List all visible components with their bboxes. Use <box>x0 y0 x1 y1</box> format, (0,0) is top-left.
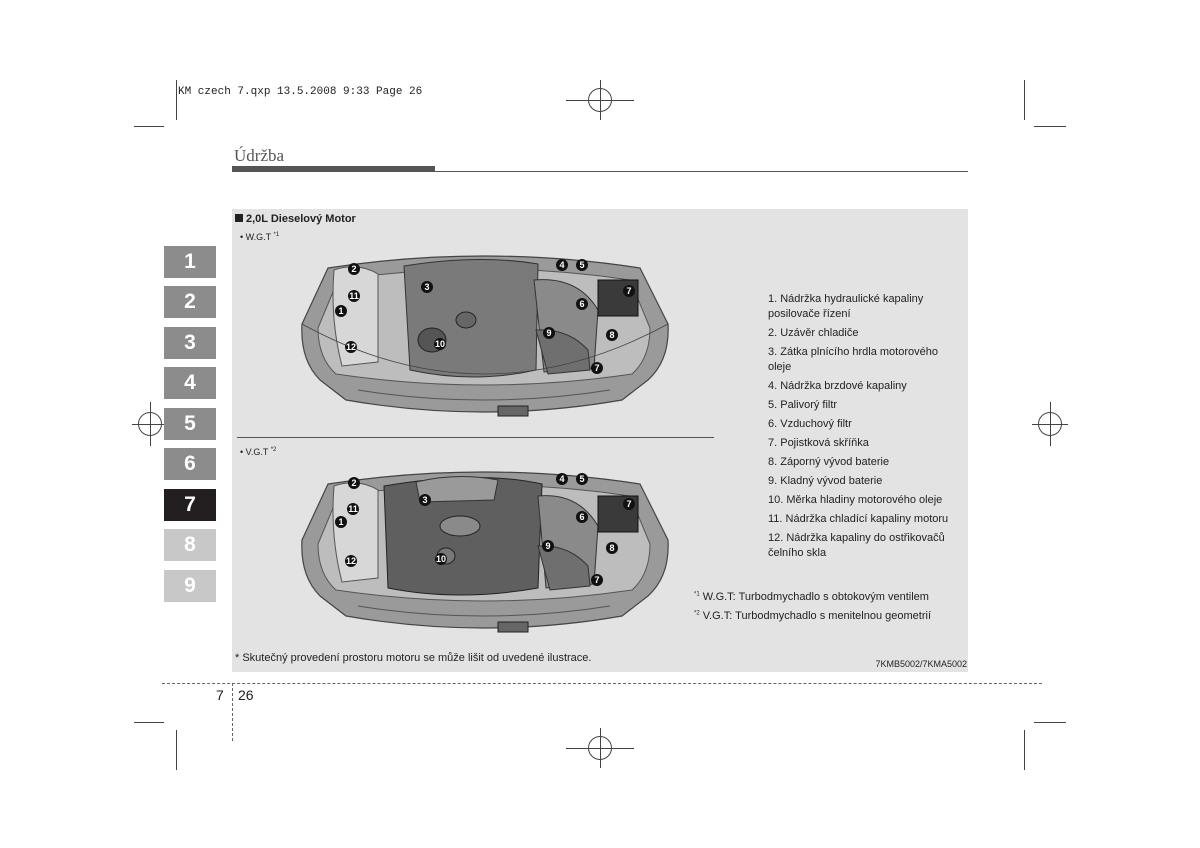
chapter-tab-9[interactable]: 9 <box>164 570 216 602</box>
callout-5: 5 <box>579 474 585 484</box>
list-item: 3. Zátka plnícího hrdla motorového oleje <box>768 346 938 373</box>
disclaimer: * Skutečný provedení prostoru motoru se může lišit od uvedené ilustrace. <box>235 652 592 664</box>
callout-10: 10 <box>434 339 446 349</box>
callout-6: 6 <box>579 299 585 309</box>
crop-mark <box>134 722 164 723</box>
callout-7: 7 <box>626 499 632 509</box>
engine-illustration-wgt <box>298 240 672 426</box>
crop-mark <box>1034 126 1066 127</box>
callout-7b: 7 <box>594 575 600 585</box>
chapter-tab-8[interactable]: 8 <box>164 529 216 561</box>
chapter-tab-4[interactable]: 4 <box>164 367 216 399</box>
callout-1: 1 <box>338 517 344 527</box>
callout-7: 7 <box>626 286 632 296</box>
callout-4: 4 <box>559 260 565 270</box>
callout-4: 4 <box>559 474 565 484</box>
crop-mark <box>1024 80 1025 120</box>
list-item: 6. Vzduchový filtr <box>768 418 852 430</box>
callout-5: 5 <box>579 260 585 270</box>
crop-mark <box>1034 722 1066 723</box>
list-item: 9. Kladný vývod baterie <box>768 475 883 487</box>
square-bullet-icon <box>235 214 243 222</box>
variant-label-vgt: • V.G.T $^{*2}$ <box>240 447 277 457</box>
section-title-bar <box>232 166 435 172</box>
list-item: 1. Nádržka hydraulické kapaliny posilovače řízení <box>768 293 924 320</box>
callout-8: 8 <box>609 330 615 340</box>
list-item: 10. Měrka hladiny motorového oleje <box>768 494 943 506</box>
crop-mark <box>134 126 164 127</box>
list-item: 5. Palivorý filtr <box>768 399 838 411</box>
callout-1: 1 <box>338 306 344 316</box>
callout-3: 3 <box>424 282 430 292</box>
page-number: 26 <box>238 687 254 703</box>
list-item: 4. Nádržka brzdové kapaliny <box>768 380 907 392</box>
chapter-tab-1[interactable]: 1 <box>164 246 216 278</box>
callout-9: 9 <box>546 328 552 338</box>
variant-label-wgt: • W.G.T $^{*1}$ <box>240 232 280 242</box>
crop-mark <box>176 80 177 120</box>
callout-7b: 7 <box>594 363 600 373</box>
section-title: Údržba <box>234 146 285 165</box>
crop-mark <box>176 730 177 770</box>
chapter-tab-6[interactable]: 6 <box>164 448 216 480</box>
crop-mark <box>1024 730 1025 770</box>
callout-8: 8 <box>609 543 615 553</box>
chapter-tab-5[interactable]: 5 <box>164 408 216 440</box>
list-item: 7. Pojistková skříňka <box>768 437 869 449</box>
section-rule <box>435 171 968 172</box>
figure-code: 7KMB5002/7KMA5002 <box>875 659 967 669</box>
engine-illustration-vgt <box>298 456 672 642</box>
callout-10: 10 <box>435 554 447 564</box>
footer-divider <box>232 683 233 741</box>
callout-2: 2 <box>351 264 357 274</box>
list-item: 2. Uzávěr chladiče <box>768 327 859 339</box>
callout-3: 3 <box>422 495 428 505</box>
list-item: 8. Záporný vývod baterie <box>768 456 890 468</box>
print-slug: KM czech 7.qxp 13.5.2008 9:33 Page 26 <box>178 86 423 98</box>
figure-divider <box>237 437 714 438</box>
chapter-tab-2[interactable]: 2 <box>164 286 216 318</box>
callout-2: 2 <box>351 478 357 488</box>
chapter-tab-3[interactable]: 3 <box>164 327 216 359</box>
callout-11: 11 <box>349 291 359 301</box>
footer-rule <box>162 683 1042 684</box>
callout-12: 12 <box>345 342 357 352</box>
footnote-wgt: $^{*1}$ W.G.T: Turbodmychadlo s obtokovým ventilem <box>694 591 929 603</box>
callout-9: 9 <box>545 541 551 551</box>
list-item: 12. Nádržka kapaliny do ostřikovačů čelního skla <box>768 532 945 559</box>
callout-6: 6 <box>579 512 585 522</box>
callout-12: 12 <box>345 556 357 566</box>
callout-11: 11 <box>348 504 358 514</box>
figure-heading: 2,0L Dieselový Motor <box>235 213 356 225</box>
footnote-vgt: $^{*2}$ V.G.T: Turbodmychadlo s menitelnou geometrií <box>694 610 932 622</box>
component-list <box>768 292 963 565</box>
list-item: 11. Nádržka chladící kapaliny motoru <box>768 513 949 525</box>
chapter-tab-7[interactable]: 7 <box>164 489 216 521</box>
page-chapter: 7 <box>216 687 224 703</box>
